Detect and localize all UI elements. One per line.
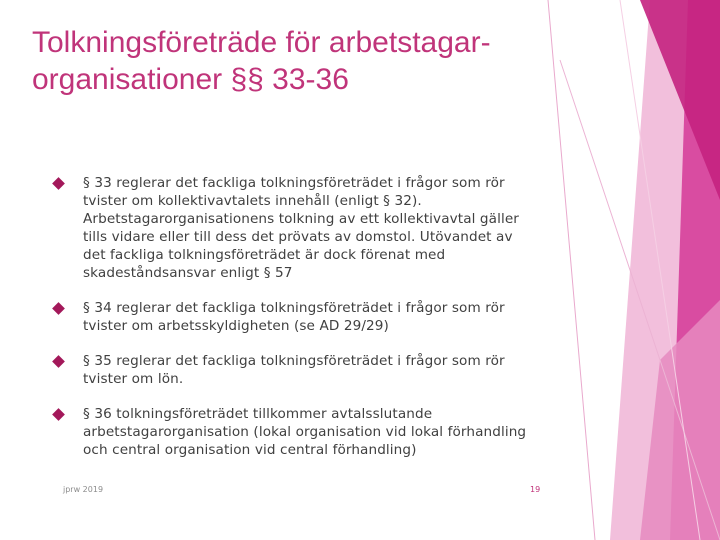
- bullet-text: § 33 reglerar det fackliga tolkningsföreträdet i frågor som rör tvister om kollektivavtalets innehåll (enligt § 32). Arbetstagarorganisationens tolkning av ett kollektivavtal gäller tills vidare eller till dess det prövats av domstol. Utövandet av det fackliga tolkningsföreträdet är dock förenat med skadeståndsansvar enligt § 57: [83, 175, 519, 281]
- diamond-bullet-icon: [52, 177, 65, 190]
- bullet-item-33: [54, 174, 534, 282]
- bullet-text: § 36 tolkningsföreträdet tillkommer avtalsslutande arbetstagarorganisation (lokal organisation vid lokal förhandling och central organisation vid central förhandling): [83, 406, 527, 458]
- footer-text: jprw 2019: [63, 485, 104, 494]
- bullet-item-35: [54, 352, 534, 388]
- bullet-item-34: [54, 299, 534, 335]
- bullet-item-36: [54, 405, 534, 459]
- diamond-bullet-icon: [52, 355, 65, 368]
- slide-title-line-2: organisationer §§ 33-36: [32, 63, 349, 96]
- page-number: 19: [530, 485, 541, 494]
- bullet-list: [54, 174, 534, 476]
- bullet-text: § 34 reglerar det fackliga tolkningsföreträdet i frågor som rör tvister om arbetsskyldigheten (se AD 29/29): [83, 300, 505, 334]
- slide-title: [32, 24, 592, 98]
- diamond-bullet-icon: [52, 408, 65, 421]
- diamond-bullet-icon: [52, 302, 65, 315]
- slide-title-line-1: Tolkningsföreträde för arbetstagar-: [32, 26, 491, 59]
- bullet-text: § 35 reglerar det fackliga tolkningsföreträdet i frågor som rör tvister om lön.: [83, 353, 505, 387]
